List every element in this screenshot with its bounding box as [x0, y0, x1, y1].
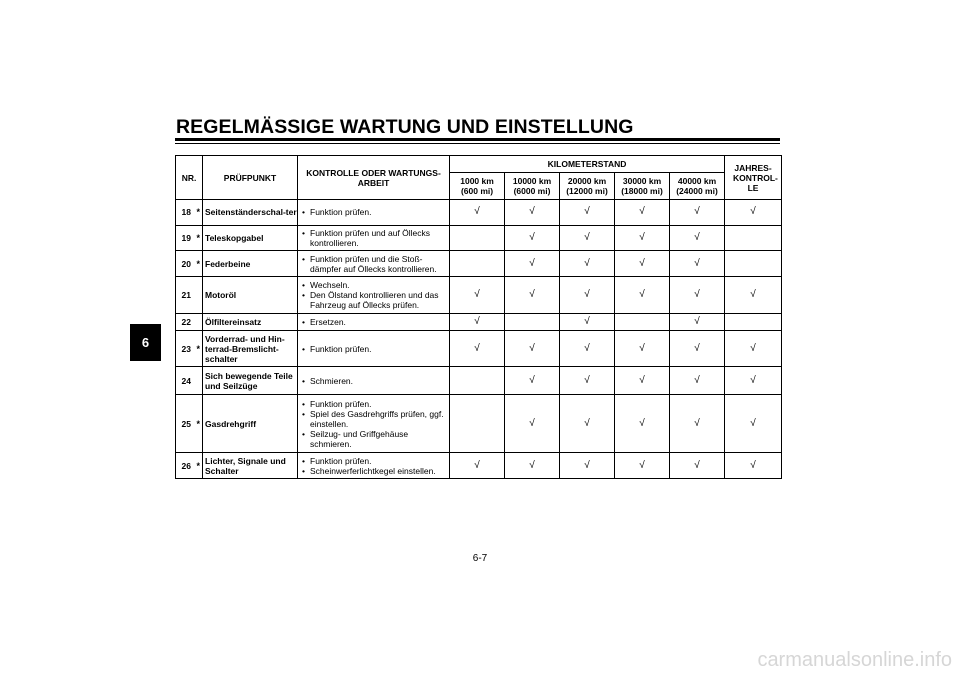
check-cell-30000km [615, 200, 670, 226]
check-cell-annual [725, 394, 782, 452]
check-mark-icon: √ [750, 288, 756, 300]
check-mark-icon: √ [694, 374, 700, 386]
check-cell-20000km [560, 453, 615, 479]
work-step: • Spiel des Gasdrehgriffs prüfen, ggf. einstellen. [302, 409, 449, 429]
header-interval-40000: 40000 km (24000 mi) [670, 173, 725, 200]
watermark: carmanualsonline.info [757, 649, 952, 671]
check-cell-10000km [505, 331, 560, 367]
check-cell-20000km [560, 200, 615, 226]
check-cell-1000km [450, 225, 505, 251]
check-mark-icon: √ [529, 231, 535, 243]
dealer-service-mark [195, 367, 203, 395]
row-number: 20 [176, 251, 195, 277]
check-mark-icon: √ [639, 288, 645, 300]
work-step: • Schmieren. [302, 376, 449, 386]
check-cell-annual [725, 331, 782, 367]
check-cell-20000km [560, 394, 615, 452]
check-cell-1000km [450, 394, 505, 452]
check-item: Vorderrad- und Hin-terrad-Bremslicht-schalter [203, 331, 298, 367]
table-row [176, 225, 782, 251]
table-row [176, 453, 782, 479]
check-cell-1000km [450, 313, 505, 330]
check-cell-30000km [615, 331, 670, 367]
work-description [298, 225, 450, 251]
title-rule-thin [175, 143, 780, 144]
check-cell-annual [725, 453, 782, 479]
work-step: • Scheinwerferlichtkegel einstellen. [302, 466, 449, 476]
check-mark-icon: √ [750, 374, 756, 386]
header-interval-20000: 20000 km (12000 mi) [560, 173, 615, 200]
check-item: Sich bewegende Teile und Seilzüge [203, 367, 298, 395]
dealer-service-mark: * [195, 331, 203, 367]
check-cell-20000km [560, 331, 615, 367]
work-step: • Funktion prüfen. [302, 399, 449, 409]
check-cell-30000km [615, 313, 670, 330]
check-mark-icon: √ [584, 342, 590, 354]
work-list [302, 207, 449, 217]
work-list [302, 344, 449, 354]
work-step: • Funktion prüfen. [302, 207, 449, 217]
work-description [298, 251, 450, 277]
check-cell-10000km [505, 225, 560, 251]
table-row [176, 313, 782, 330]
row-number: 21 [176, 276, 195, 313]
work-step: • Funktion prüfen. [302, 344, 449, 354]
table-row [176, 276, 782, 313]
check-cell-20000km [560, 276, 615, 313]
work-list [302, 228, 449, 248]
check-mark-icon: √ [694, 417, 700, 429]
check-mark-icon: √ [694, 206, 700, 218]
check-cell-annual [725, 200, 782, 226]
check-mark-icon: √ [639, 342, 645, 354]
check-cell-10000km [505, 367, 560, 395]
work-description [298, 331, 450, 367]
work-step: • Ersetzen. [302, 317, 449, 327]
check-mark-icon: √ [584, 417, 590, 429]
work-description [298, 276, 450, 313]
check-cell-20000km [560, 313, 615, 330]
dealer-service-mark: * [195, 225, 203, 251]
dealer-service-mark: * [195, 251, 203, 277]
work-description [298, 453, 450, 479]
row-number: 19 [176, 225, 195, 251]
check-item: Motoröl [203, 276, 298, 313]
work-step: • Den Ölstand kontrollieren und das Fahrzeug auf Öllecks prüfen. [302, 290, 449, 310]
header-km-group: KILOMETERSTAND [450, 156, 725, 173]
check-cell-40000km [670, 251, 725, 277]
work-step: • Seilzug- und Griffgehäuse schmieren. [302, 429, 449, 449]
check-cell-40000km [670, 394, 725, 452]
header-interval-30000: 30000 km (18000 mi) [615, 173, 670, 200]
check-cell-10000km [505, 394, 560, 452]
check-mark-icon: √ [474, 459, 480, 471]
header-item: PRÜFPUNKT [203, 156, 298, 200]
check-item: Ölfiltereinsatz [203, 313, 298, 330]
check-cell-10000km [505, 251, 560, 277]
row-number: 18 [176, 200, 195, 226]
work-description [298, 394, 450, 452]
check-cell-annual [725, 225, 782, 251]
check-cell-10000km [505, 313, 560, 330]
check-cell-annual [725, 313, 782, 330]
check-cell-10000km [505, 276, 560, 313]
check-mark-icon: √ [694, 316, 700, 328]
header-interval-1000: 1000 km (600 mi) [450, 173, 505, 200]
check-mark-icon: √ [694, 342, 700, 354]
dealer-service-mark [195, 313, 203, 330]
check-cell-30000km [615, 276, 670, 313]
check-cell-40000km [670, 367, 725, 395]
dealer-service-mark: * [195, 453, 203, 479]
check-cell-1000km [450, 200, 505, 226]
check-cell-1000km [450, 276, 505, 313]
work-step: • Funktion prüfen. [302, 456, 449, 466]
work-list [302, 456, 449, 476]
work-list [302, 280, 449, 310]
work-step: • Wechseln. [302, 280, 449, 290]
check-mark-icon: √ [584, 206, 590, 218]
check-mark-icon: √ [529, 342, 535, 354]
page-title: REGELMÄSSIGE WARTUNG UND EINSTELLUNG [176, 116, 634, 138]
table-row [176, 367, 782, 395]
check-item: Teleskopgabel [203, 225, 298, 251]
check-mark-icon: √ [639, 206, 645, 218]
check-cell-40000km [670, 200, 725, 226]
check-mark-icon: √ [584, 288, 590, 300]
table-row [176, 394, 782, 452]
check-cell-1000km [450, 251, 505, 277]
check-item: Seitenständerschal-ter [203, 200, 298, 226]
check-mark-icon: √ [584, 459, 590, 471]
maintenance-table [175, 155, 782, 479]
work-list [302, 317, 449, 327]
check-cell-annual [725, 251, 782, 277]
check-cell-1000km [450, 331, 505, 367]
check-cell-40000km [670, 276, 725, 313]
check-cell-30000km [615, 394, 670, 452]
header-annual: JAHRES-KONTROL-LE [725, 156, 782, 200]
check-mark-icon: √ [474, 206, 480, 218]
work-list [302, 376, 449, 386]
header-nr: NR. [176, 156, 203, 200]
check-item: Lichter, Signale und Schalter [203, 453, 298, 479]
check-cell-10000km [505, 200, 560, 226]
header-interval-10000: 10000 km (6000 mi) [505, 173, 560, 200]
check-mark-icon: √ [529, 257, 535, 269]
check-item: Federbeine [203, 251, 298, 277]
dealer-service-mark: * [195, 394, 203, 452]
check-mark-icon: √ [529, 288, 535, 300]
row-number: 25 [176, 394, 195, 452]
header-work: KONTROLLE ODER WARTUNGS-ARBEIT [298, 156, 450, 200]
table-row [176, 251, 782, 277]
check-cell-annual [725, 276, 782, 313]
check-mark-icon: √ [474, 316, 480, 328]
check-mark-icon: √ [474, 288, 480, 300]
check-mark-icon: √ [639, 459, 645, 471]
dealer-service-mark [195, 276, 203, 313]
check-mark-icon: √ [694, 257, 700, 269]
check-mark-icon: √ [639, 231, 645, 243]
check-cell-20000km [560, 251, 615, 277]
work-step: • Funktion prüfen und auf Öllecks kontrollieren. [302, 228, 449, 248]
chapter-tab[interactable]: 6 [130, 324, 161, 361]
check-mark-icon: √ [750, 206, 756, 218]
check-cell-40000km [670, 225, 725, 251]
check-cell-40000km [670, 453, 725, 479]
check-cell-30000km [615, 251, 670, 277]
table-row [176, 331, 782, 367]
check-mark-icon: √ [474, 342, 480, 354]
row-number: 23 [176, 331, 195, 367]
check-cell-40000km [670, 313, 725, 330]
check-mark-icon: √ [529, 459, 535, 471]
check-mark-icon: √ [584, 316, 590, 328]
check-mark-icon: √ [694, 459, 700, 471]
work-description [298, 313, 450, 330]
check-cell-10000km [505, 453, 560, 479]
check-cell-30000km [615, 367, 670, 395]
check-mark-icon: √ [639, 417, 645, 429]
work-description [298, 200, 450, 226]
page-number: 6-7 [472, 553, 488, 564]
check-mark-icon: √ [750, 342, 756, 354]
row-number: 26 [176, 453, 195, 479]
work-list [302, 399, 449, 449]
check-mark-icon: √ [750, 417, 756, 429]
check-cell-1000km [450, 367, 505, 395]
check-cell-annual [725, 367, 782, 395]
table-row [176, 200, 782, 226]
check-mark-icon: √ [529, 374, 535, 386]
check-mark-icon: √ [694, 231, 700, 243]
check-mark-icon: √ [639, 374, 645, 386]
row-number: 22 [176, 313, 195, 330]
check-cell-20000km [560, 225, 615, 251]
check-cell-30000km [615, 225, 670, 251]
dealer-service-mark: * [195, 200, 203, 226]
check-cell-40000km [670, 331, 725, 367]
check-item: Gasdrehgriff [203, 394, 298, 452]
check-mark-icon: √ [584, 231, 590, 243]
check-cell-30000km [615, 453, 670, 479]
title-rule-thick [175, 138, 780, 141]
check-mark-icon: √ [584, 257, 590, 269]
work-step: • Funktion prüfen und die Stoß-dämpfer auf Öllecks kontrollieren. [302, 254, 449, 274]
work-list [302, 254, 449, 274]
check-mark-icon: √ [694, 288, 700, 300]
check-mark-icon: √ [529, 417, 535, 429]
check-mark-icon: √ [750, 459, 756, 471]
check-cell-1000km [450, 453, 505, 479]
row-number: 24 [176, 367, 195, 395]
work-description [298, 367, 450, 395]
check-cell-20000km [560, 367, 615, 395]
check-mark-icon: √ [639, 257, 645, 269]
check-mark-icon: √ [529, 206, 535, 218]
check-mark-icon: √ [584, 374, 590, 386]
